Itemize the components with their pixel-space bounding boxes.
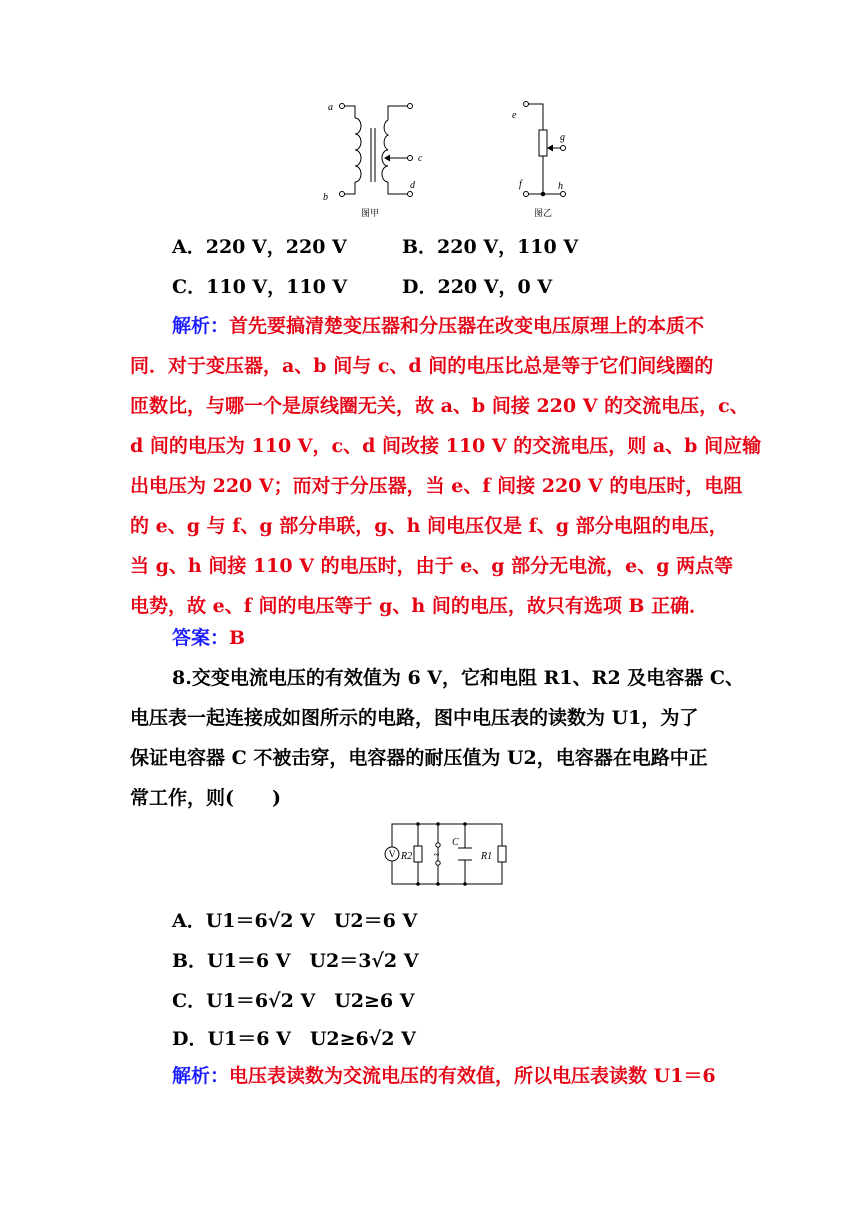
q7-option-d: D．220 V，0 V [402,276,553,298]
q8-option-d: D．U1＝6 V U2≥6√2 V [172,1028,416,1050]
q8-stem-line-2: 电压表一起连接成如图所示的电路，图中电压表的读数为 U1，为了 [130,707,699,729]
figure-transformer-divider [0,0,860,230]
label-h: h [558,181,563,192]
c-label: C [452,837,459,848]
q8-analysis-label: 解析： [172,1065,230,1087]
label-f: f [519,179,522,190]
q8-analysis-text: 电压表读数为交流电压的有效值，所以电压表读数 U1＝6 [229,1065,716,1087]
q7-option-b: B．220 V，110 V [402,236,579,258]
q7-analysis-line-5: 出电压为 220 V；而对于分压器，当 e、f 间接 220 V 的电压时，电阻 [130,475,743,497]
q7-analysis-line-6: 的 e、g 与 f、g 部分串联，g、h 间电压仅是 f、g 部分电阻的电压， [130,515,728,537]
label-a: a [328,102,333,113]
q8-option-a: A．U1＝6√2 V U2＝6 V [172,910,418,932]
q7-analysis-line-3: 匝数比，与哪一个是原线圈无关，故 a、b 间接 220 V 的交流电压，c、 [130,395,749,417]
q7-analysis-line-4: d 间的电压为 110 V，c、d 间改接 110 V 的交流电压，则 a、b 间应输 [130,435,762,457]
q7-answer [172,626,245,650]
q7-option-c: C．110 V，110 V [172,276,348,298]
q7-option-a: A．220 V，220 V [172,236,347,258]
q7-answer-label: 答案： [172,627,230,649]
caption-right: 图乙 [534,209,553,219]
q7-analysis-label: 解析： [172,315,230,337]
label-d: d [410,180,415,191]
circuit-diagram [0,816,860,896]
q8-option-c: C．U1＝6√2 V U2≥6 V [172,990,415,1012]
q8-stem-line-4: 常工作，则( ) [130,787,281,809]
q7-analysis-line-7: 当 g、h 间接 110 V 的电压时，由于 e、g 部分无电流，e、g 两点等 [130,555,734,577]
label-g: g [560,132,565,143]
ac-source-label: ~ [433,849,440,861]
q7-analysis-line-2: 同．对于变压器，a、b 间与 c、d 间的电压比总是等于它们间线圈的 [130,355,714,377]
q8-analysis [172,1064,716,1088]
q7-analysis-line-8: 电势，故 e、f 间的电压等于 g、h 间的电压，故只有选项 B 正确． [130,595,709,617]
label-c: c [418,153,423,164]
r1-label: R1 [481,851,493,862]
q7-answer-value: B [229,627,246,649]
q7-analysis-line-1: 解析：首先要搞清楚变压器和分压器在改变电压原理上的本质不 [172,315,705,337]
q8-stem-line-3: 保证电容器 C 不被击穿，电容器的耐压值为 U2，电容器在电路中正 [130,747,708,769]
r2-label: R2 [401,851,413,862]
label-b: b [323,192,328,203]
caption-left: 图甲 [361,209,380,219]
q8-stem-line-1: 8.交变电流电压的有效值为 6 V，它和电阻 R1、R2 及电容器 C、 [172,667,745,689]
q8-option-b: B．U1＝6 V U2＝3√2 V [172,950,419,972]
label-e: e [512,110,517,121]
voltmeter-label: V [388,849,396,861]
